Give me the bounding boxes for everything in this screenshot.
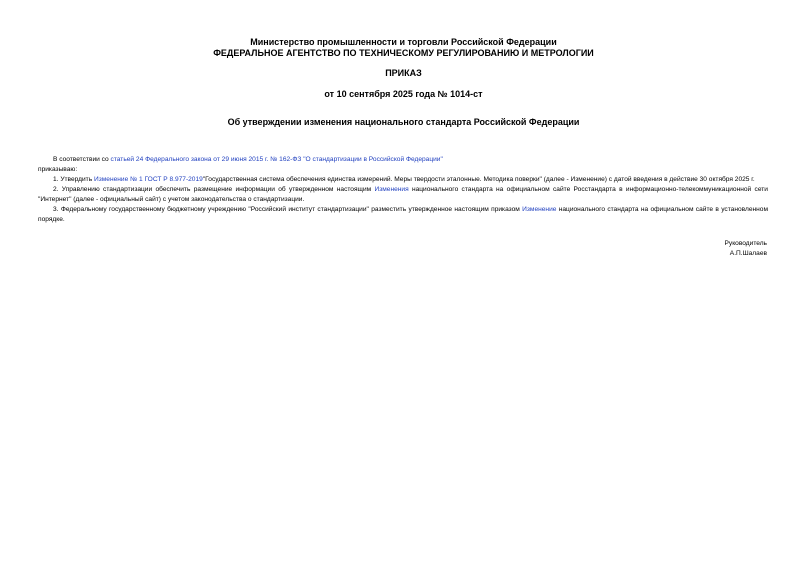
item-3-paragraph: [38, 205, 768, 225]
preamble-prefix: В соответствии со: [53, 156, 111, 163]
document-type: ПРИКАЗ: [385, 68, 422, 78]
document-subject: Об утверждении изменения национального стандарта Российской Федерации: [227, 117, 580, 127]
document-body: [38, 155, 768, 225]
signatory-position: Руководитель: [724, 240, 767, 247]
item-1-paragraph: [38, 175, 768, 185]
document-date-number: от 10 сентября 2025 года № 1014-ст: [324, 89, 483, 99]
item-2-suffix: национального стандарта на официальном сайте Росстандарта в информационно-телекоммуникационной сети "Интернет" (далее - официальный сайт) с учетом законодательства о стандартизации.: [38, 186, 768, 203]
item-1-suffix: "Государственная система обеспечения единства измерений. Меры твердости эталонные. Методика поверки" (далее - Изменение) с датой введения в действие 30 октября 2025 г.: [202, 176, 755, 183]
order-word: приказываю:: [38, 166, 78, 173]
item-2-prefix: 2. Управлению стандартизации обеспечить размещение информации об утвержденном настоящим: [53, 186, 375, 193]
signatory-name: А.П.Шалаев: [729, 250, 767, 257]
item-3-suffix: национального стандарта на официальном сайте в установленном порядке.: [38, 206, 768, 223]
item-3-prefix: 3. Федеральному государственному бюджетному учреждению "Российский институт стандартизации" разместить утвержденное настоящим приказом: [53, 206, 523, 213]
amendment-link-item-3[interactable]: Изменение: [522, 206, 557, 213]
federal-law-link[interactable]: статьей 24 Федерального закона от 29 июня 2015 г. № 162-ФЗ "О стандартизации в Российской Федерации": [110, 156, 443, 163]
agency-title: ФЕДЕРАЛЬНОЕ АГЕНТСТВО ПО ТЕХНИЧЕСКОМУ РЕГУЛИРОВАНИЮ И МЕТРОЛОГИИ: [213, 48, 594, 58]
item-2-paragraph: [38, 185, 768, 205]
preamble-paragraph: [38, 155, 768, 165]
item-1-prefix: 1. Утвердить: [53, 176, 94, 183]
gost-amendment-link[interactable]: Изменение № 1 ГОСТ Р 8.977-2019: [93, 176, 203, 183]
signature-block: [725, 239, 767, 259]
ministry-title: Министерство промышленности и торговли Российской Федерации: [250, 37, 557, 47]
amendment-link-item-2[interactable]: Изменения: [374, 186, 409, 193]
